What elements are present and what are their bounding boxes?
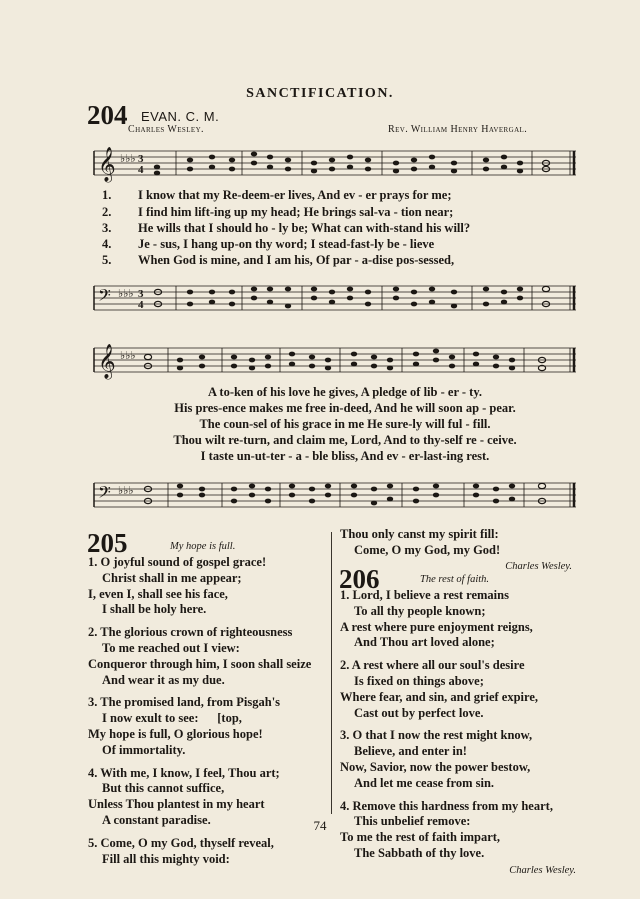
hymn-206-text (340, 588, 576, 879)
stanza-line: Is fixed on things above; (354, 673, 484, 688)
verse-number: 5. (102, 253, 112, 267)
verse-number: 2. (102, 205, 112, 219)
verse-line: I taste un-ut-ter - a - ble bliss, And ev - er-last-ing rest. (200, 449, 490, 463)
stanza (88, 695, 328, 758)
stanza-line: Christ shall in me appear; (102, 570, 242, 585)
page-number: 74 (313, 818, 327, 833)
stanza-line: And Thou art loved alone; (354, 635, 495, 650)
hymn-206-number: 206 (339, 564, 380, 594)
stanza (340, 588, 576, 651)
stanza-line: And let me cease from sin. (354, 775, 495, 790)
stanza-line: Come, O my God, my God! (354, 542, 501, 557)
stanza-line: Unless Thou plantest in my heart (88, 797, 265, 812)
column-divider (331, 532, 332, 814)
hymn-204-tune: EVAN. C. M. (141, 109, 220, 124)
stanza-line: 5. Come, O my God, thyself reveal, (88, 835, 274, 850)
stanza-line: And wear it as my due. (102, 672, 225, 687)
svg-text:4: 4 (138, 299, 144, 311)
svg-text:♭♭♭: ♭♭♭ (120, 153, 136, 165)
stanza-line: 2. A rest where all our soul's desire (340, 658, 525, 673)
verse-line: His pres-ence makes me free in-deed, And he will soon ap - pear. (174, 401, 516, 415)
stanza-line: Of immortality. (102, 742, 186, 757)
stanza-line: I, even I, shall see his face, (88, 586, 228, 601)
verse-line: The coun-sel of his grace in me He sure-ly will ful - fill. (199, 417, 491, 431)
stanza-line: A rest where pure enjoyment reigns, (340, 619, 533, 634)
svg-text:3: 3 (138, 288, 144, 300)
verse-line: A to-ken of his love he gives, A pledge of lib - er - ty. (207, 385, 483, 399)
verse-number: 3. (102, 221, 112, 235)
stanza-line: Cast out by perfect love. (354, 705, 484, 720)
hymn-206-subtitle: The rest of faith. (420, 574, 490, 585)
section-title: SANCTIFICATION. (246, 86, 394, 101)
verse-line (102, 205, 572, 220)
verse-line (102, 253, 572, 268)
verse-text: He wills that I should ho - ly be; What can with-stand his will? (138, 221, 471, 235)
stanza-line: 2. The glorious crown of righteousness (88, 625, 293, 640)
verse-text: When God is mine, and I am his, Of par - a-dise pos-sessed, (138, 253, 455, 267)
stanza-line: This unbelief remove: (354, 814, 471, 829)
stanza-line: 1. Lord, I believe a rest remains (340, 588, 509, 602)
stanza-line: 4. With me, I know, I feel, Thou art; (88, 765, 280, 780)
stanza (88, 836, 328, 868)
stanza-line: Conqueror through him, I soon shall seize (88, 656, 312, 671)
hymn-205-number: 205 (87, 528, 128, 558)
hymn-206-author: Charles Wesley. (509, 864, 576, 876)
stanza-line: But this cannot suffice, (102, 781, 225, 796)
stanza-line: The Sabbath of thy love. (354, 845, 485, 860)
stanza-line: Believe, and enter in! (354, 744, 467, 759)
svg-text:4: 4 (138, 164, 144, 176)
stanza-line: 4. Remove this hardness from my heart, (340, 798, 553, 813)
svg-text:𝄢: 𝄢 (98, 285, 111, 309)
stanza-line: I shall be holy here. (102, 602, 207, 617)
verse-number: 1. (102, 188, 112, 202)
stanza-line: To me reached out I view: (102, 640, 240, 655)
verse-line (102, 221, 572, 236)
verse-line: Thou wilt re-turn, and claim me, Lord, And to thy-self re - ceive. (173, 433, 517, 447)
verse-line (102, 237, 572, 252)
treble-staff-1 (92, 145, 578, 185)
stanza-line: Thou only canst my spirit fill: (340, 527, 499, 541)
stanza-line: To me the rest of faith impart, (340, 830, 501, 845)
stanza-line: Fill all this mighty void: (102, 851, 230, 866)
stanza-line: A constant paradise. (102, 812, 211, 827)
verse-text: I find him lift-ing up my head; He brings sal-va - tion near; (138, 205, 454, 219)
hymn-205-subtitle: My hope is full. (170, 541, 236, 552)
verse-number: 4. (102, 237, 112, 251)
svg-text:𝄢: 𝄢 (98, 482, 111, 506)
verse-line (102, 188, 572, 203)
svg-text:𝄞: 𝄞 (98, 344, 116, 379)
stanza-line: 1. O joyful sound of gospel grace! (88, 555, 267, 569)
treble-staff-2 (92, 342, 578, 382)
stanza (340, 658, 576, 721)
stanza-line: I now exult to see: [top, (102, 711, 242, 726)
svg-text:𝄞: 𝄞 (98, 147, 116, 182)
stanza (88, 555, 328, 618)
svg-text:♭♭♭: ♭♭♭ (118, 288, 134, 300)
stanza-line: Now, Savior, now the power bestow, (340, 759, 531, 774)
stanza (340, 728, 576, 791)
hymn-204-author: Charles Wesley. (128, 124, 204, 135)
stanza-line: Where fear, and sin, and grief expire, (340, 689, 539, 704)
hymn-204-number: 204 (87, 100, 128, 130)
verse-text: I know that my Re-deem-er lives, And ev - er prays for me; (138, 188, 452, 202)
stanza (88, 625, 328, 688)
hymn-205-author: Charles Wesley. (505, 560, 572, 572)
hymn-204-composer: Rev. William Henry Havergal. (388, 124, 528, 135)
verse-text: Je - sus, I hang up-on thy word; I stead-fast-ly be - lieve (138, 237, 435, 251)
stanza-line: 3. The promised land, from Pisgah's (88, 695, 281, 710)
stanza-line: My hope is full, O glorious hope! (88, 726, 263, 741)
svg-text:3: 3 (138, 153, 144, 165)
bass-staff-2 (92, 477, 578, 517)
bass-staff-1 (92, 280, 578, 320)
stanza-line: To all thy people known; (354, 603, 486, 618)
stanza-line: 3. O that I now the rest might know, (340, 728, 533, 743)
svg-text:♭♭♭: ♭♭♭ (118, 485, 134, 497)
svg-text:♭♭♭: ♭♭♭ (120, 350, 136, 362)
